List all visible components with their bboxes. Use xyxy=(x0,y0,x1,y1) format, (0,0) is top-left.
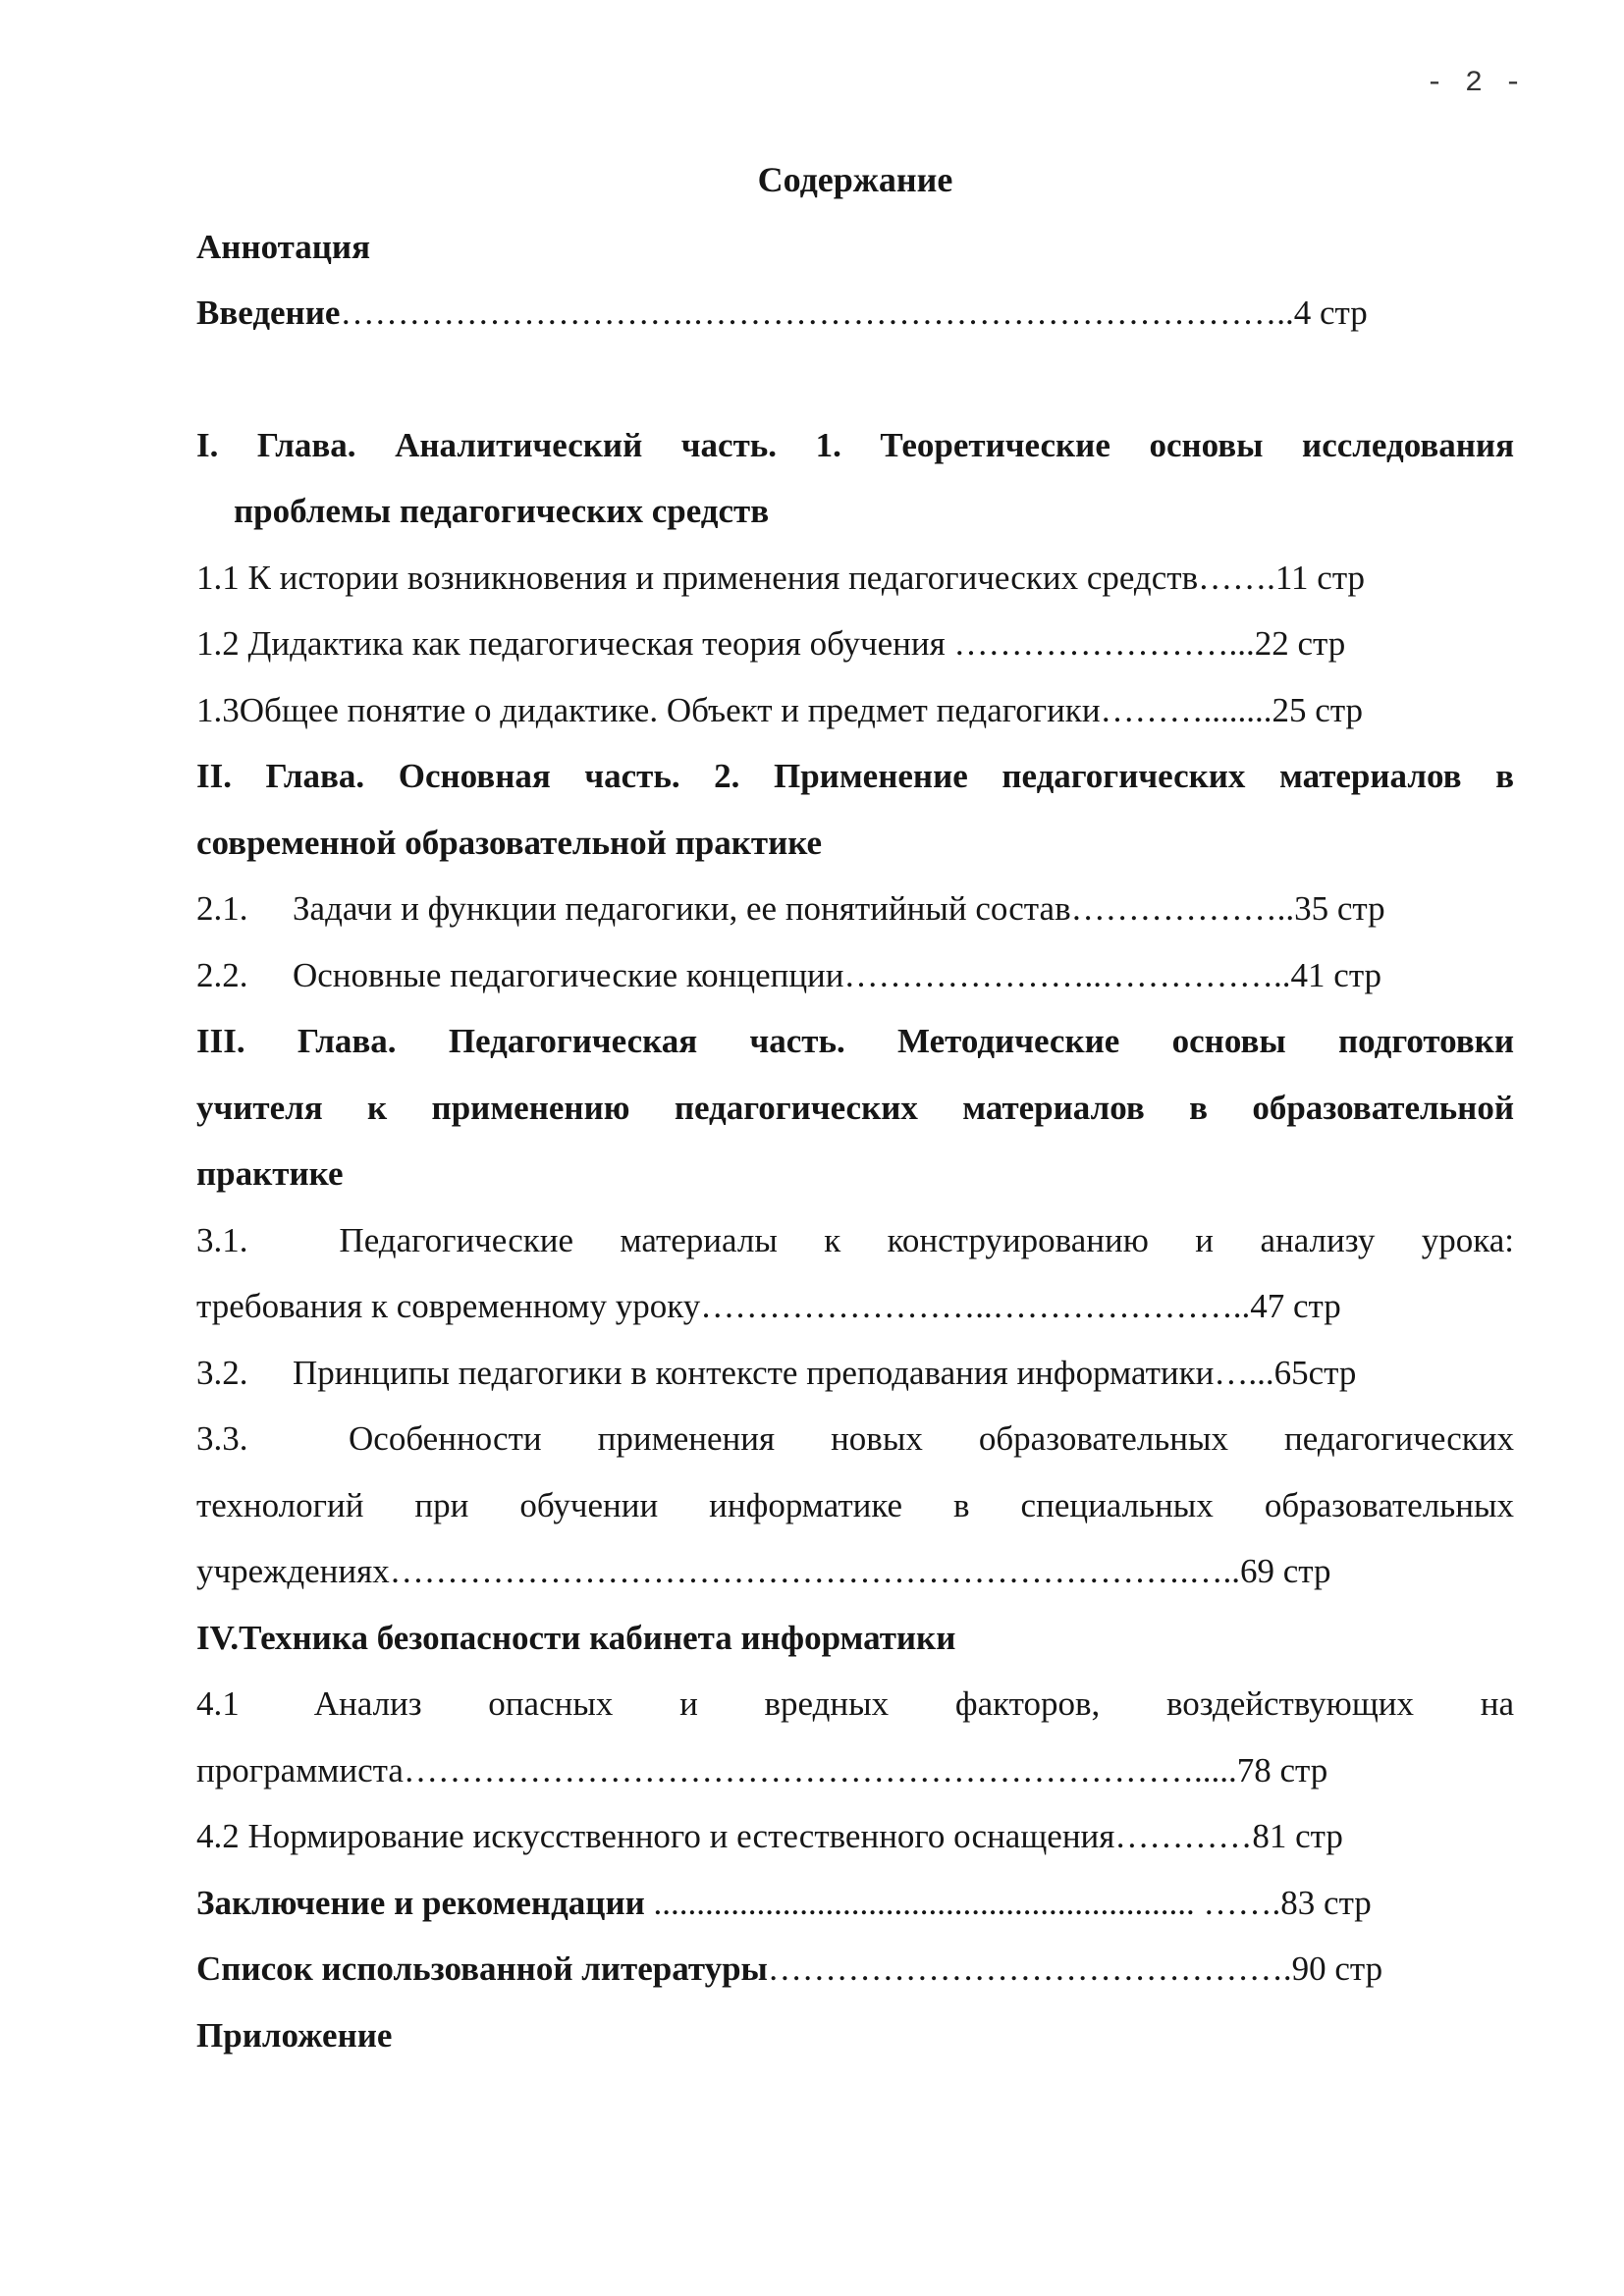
toc-section-4-1-title: Анализ опасных и вредных факторов, воздействующих на xyxy=(313,1684,1514,1723)
toc-section-1-3 xyxy=(196,677,1514,744)
toc-section-1-2 xyxy=(196,611,1514,677)
toc-chapter-1-heading-cont: проблемы педагогических средств xyxy=(234,492,770,530)
toc-section-2-1-number: 2.1. xyxy=(196,889,248,928)
page-number: - 2 - xyxy=(1425,67,1524,100)
toc-section-3-3-title: Особенности применения новых образовательных педагогических xyxy=(349,1419,1514,1458)
toc-section-3-3-cont: технологий при обучении информатике в специальных образовательных xyxy=(196,1485,1514,1524)
page-title: Содержание xyxy=(757,160,953,199)
toc-section-4-1-title-cont: программиста……………………………………………………………..... xyxy=(196,1750,1237,1789)
toc-section-1-1 xyxy=(196,545,1514,612)
toc-section-2-1 xyxy=(196,876,1514,942)
toc-section-1-2-title: 1.2 Дидактика как педагогическая теория обучения ……………………... xyxy=(196,624,1255,663)
toc-section-3-1-number: 3.1. xyxy=(196,1220,248,1259)
toc-section-1-3-title: 1.3Общее понятие о дидактике. Объект и предмет педагогики………........ xyxy=(196,690,1272,729)
toc-section-3-1-title: Педагогические материалы к конструированию и анализу урока: xyxy=(339,1220,1514,1259)
toc-section-4-2 xyxy=(196,1803,1514,1870)
toc-conclusion-label: Заключение и рекомендации xyxy=(196,1883,645,1922)
toc-section-3-2-title: Принципы педагогики в контексте преподавания информатики…... xyxy=(293,1353,1274,1392)
toc-references-leader: ………………………………………. xyxy=(767,1949,1292,1988)
toc-section-3-3 xyxy=(196,1406,1514,1472)
table-of-contents xyxy=(196,147,1514,2068)
toc-section-2-2-page: 41 стр xyxy=(1290,955,1382,994)
toc-conclusion xyxy=(196,1870,1514,1937)
toc-section-3-2 xyxy=(196,1340,1514,1407)
toc-introduction xyxy=(196,280,1514,347)
toc-section-2-1-title: Задачи и функции педагогики, ее понятийный состав……………….. xyxy=(293,889,1295,928)
toc-section-1-1-page: 11 стр xyxy=(1274,558,1366,597)
toc-section-3-3-title-end: учреждениях…………………………………………………………….….. xyxy=(196,1552,1240,1590)
toc-annotation: Аннотация xyxy=(196,227,371,266)
toc-section-3-2-number: 3.2. xyxy=(196,1353,248,1392)
toc-chapter-3-heading-end: практике xyxy=(196,1154,344,1193)
toc-introduction-leader: ………………………….…………………………………………….. xyxy=(340,294,1294,332)
toc-introduction-label: Введение xyxy=(196,294,341,332)
toc-section-4-1 xyxy=(196,1671,1514,1737)
toc-conclusion-page: 83 стр xyxy=(1280,1883,1372,1922)
toc-section-1-3-page: 25 стр xyxy=(1272,690,1364,729)
toc-section-4-1-number: 4.1 xyxy=(196,1684,240,1723)
toc-section-1-2-page: 22 стр xyxy=(1254,624,1346,663)
toc-section-3-3-end xyxy=(196,1538,1514,1605)
toc-chapter-2-heading: II. Глава. Основная часть. 2. Применение педагогических материалов в xyxy=(196,757,1514,795)
toc-chapter-1-heading: I. Глава. Аналитический часть. 1. Теоретические основы исследования xyxy=(196,425,1514,464)
toc-section-4-2-title: 4.2 Нормирование искусственного и естественного оснащения………… xyxy=(196,1817,1253,1855)
toc-section-3-1 xyxy=(196,1207,1514,1274)
toc-introduction-page: 4 стр xyxy=(1293,294,1368,332)
toc-section-2-2-number: 2.2. xyxy=(196,955,248,994)
toc-chapter-3-heading: III. Глава. Педагогическая часть. Методические основы подготовки xyxy=(196,1022,1514,1060)
toc-section-1-1-title: 1.1 К истории возникновения и применения педагогических средств……. xyxy=(196,558,1275,597)
toc-section-4-1-cont xyxy=(196,1737,1514,1804)
toc-section-3-3-number: 3.3. xyxy=(196,1419,248,1458)
toc-section-4-1-page: 78 стр xyxy=(1236,1750,1328,1789)
toc-references-label: Список использованной литературы xyxy=(196,1949,768,1988)
toc-chapter-4-heading: IV.Техника безопасности кабинета информатики xyxy=(196,1618,956,1657)
spacer xyxy=(196,347,1514,412)
toc-references xyxy=(196,1936,1514,2002)
toc-section-2-2-title: Основные педагогические концепции…………………..…………….. xyxy=(293,955,1291,994)
toc-section-2-1-page: 35 стр xyxy=(1294,889,1385,928)
toc-section-3-2-page: 65стр xyxy=(1273,1353,1357,1392)
toc-chapter-3-heading-cont: учителя к применению педагогических материалов в образовательной xyxy=(196,1088,1514,1127)
toc-section-3-1-page: 47 стр xyxy=(1250,1287,1341,1325)
toc-section-3-1-title-cont: требования к современному уроку……………………..………………….. xyxy=(196,1287,1251,1325)
toc-section-3-1-cont xyxy=(196,1273,1514,1340)
toc-appendix: Приложение xyxy=(196,2015,393,2055)
toc-section-3-3-page: 69 стр xyxy=(1239,1552,1331,1590)
toc-section-4-2-page: 81 стр xyxy=(1252,1817,1343,1855)
toc-conclusion-leader: ............................................................... ……. xyxy=(644,1883,1281,1922)
toc-references-page: 90 стр xyxy=(1291,1949,1383,1988)
toc-section-2-2 xyxy=(196,942,1514,1009)
toc-chapter-2-heading-cont: современной образовательной практике xyxy=(196,823,823,862)
